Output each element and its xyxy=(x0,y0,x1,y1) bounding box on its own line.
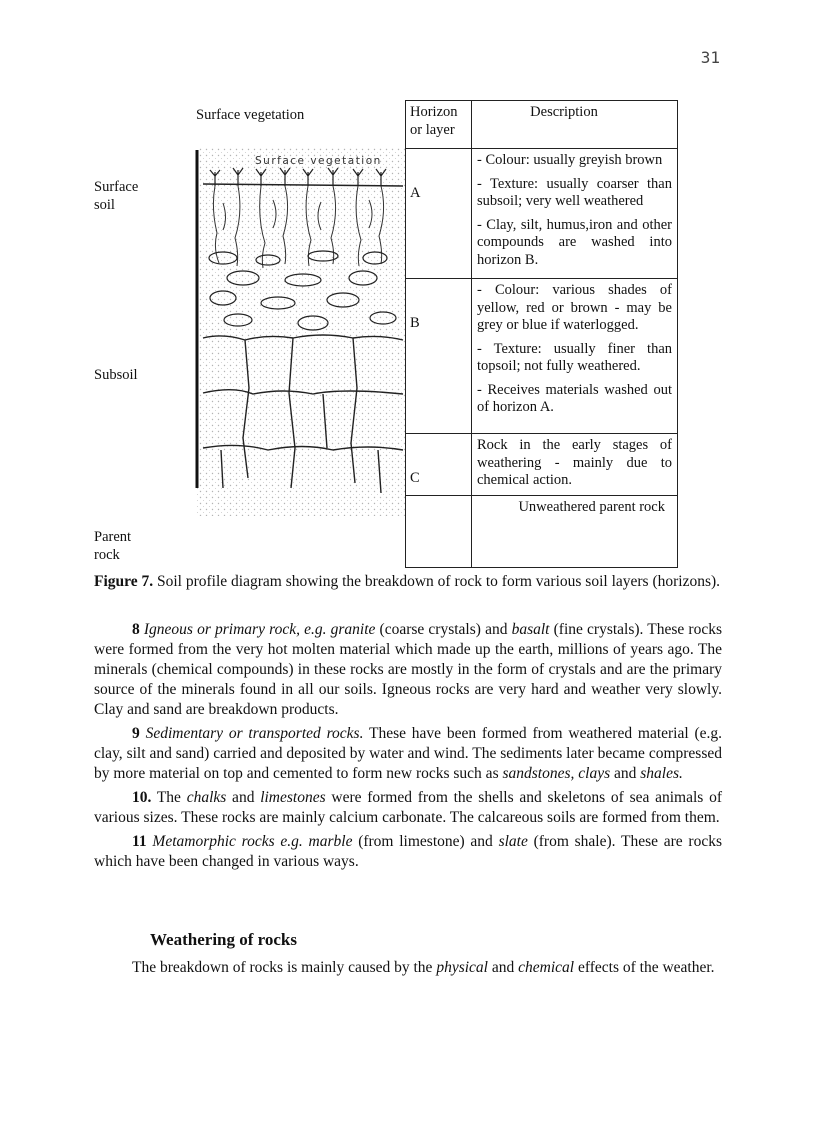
body-text xyxy=(94,620,722,872)
table-row xyxy=(406,149,678,279)
text-run: and xyxy=(610,765,641,782)
section-heading: Weathering of rocks xyxy=(150,930,298,949)
page-number: 31 xyxy=(700,48,720,67)
text-run: (from limestone) and xyxy=(352,833,499,850)
text-run: and xyxy=(226,789,261,806)
soil-profile-drawing xyxy=(193,148,405,516)
description-line: - Texture: usually coarser than subsoil; very well weathered xyxy=(477,175,672,209)
paragraph-number: 8 xyxy=(132,621,140,638)
description-line: - Receives materials washed out of horizon A. xyxy=(477,381,672,415)
description-line: Rock in the early stages of weathering - mainly due to chemical action. xyxy=(477,437,672,488)
caption-text: Soil profile diagram showing the breakdown of rock to form various soil layers (horizons). xyxy=(157,573,721,590)
italic-term: sandstones, clays xyxy=(502,765,611,782)
header-horizon: Horizon or layer xyxy=(406,101,472,149)
horizon-b: B xyxy=(406,279,472,434)
italic-term: slate xyxy=(498,833,528,850)
text-run: were formed from the shells and skeletons of sea animals of various sizes. These rocks are mainly calcium carbonate. The calcareous soils are formed from them. xyxy=(94,789,722,826)
table-row xyxy=(406,496,678,568)
description-line: - Colour: various shades of yellow, red or brown - may be grey or blue if waterlogged. xyxy=(477,282,672,333)
description-line: - Texture: usually finer than topsoil; not fully weathered. xyxy=(477,340,672,374)
italic-term: Sedimentary or transported rocks. xyxy=(145,725,364,742)
paragraph-number: 11 xyxy=(132,833,147,850)
text-run: effects of the weather. xyxy=(574,959,715,976)
paragraph-8 xyxy=(94,620,722,720)
italic-term: limestones xyxy=(260,789,326,806)
text-run: (fine crystals). These rocks were formed from the very hot molten material which made up the earth, millions of years ago. The minerals (chemical compounds) in these rocks are mostly in the form of crystals and are the primary source of the minerals found in all our soils. Igneous rocks are very hard and weather very slowly. Clay and sand are breakdown products. xyxy=(94,621,723,718)
italic-term: Igneous or primary rock, e.g. granite xyxy=(143,621,376,638)
paragraph-11 xyxy=(94,832,722,872)
horizon-c-description xyxy=(472,434,678,496)
figure-caption xyxy=(94,572,722,592)
paragraph-weathering xyxy=(94,958,722,978)
text-run: The xyxy=(156,789,187,806)
italic-term: chemical xyxy=(518,959,575,976)
text-run: The breakdown of rocks is mainly caused by the xyxy=(132,959,437,976)
label-surface-soil: Surface soil xyxy=(94,179,139,213)
horizon-parent xyxy=(406,496,472,568)
description-line: Unweathered parent rock xyxy=(518,499,665,515)
caption-label: Figure 7. xyxy=(94,573,154,590)
text-run: (coarse crystals) and xyxy=(375,621,512,638)
table-row xyxy=(406,434,678,496)
text-run: (from shale). These are rocks which have been changed in various ways. xyxy=(94,833,722,870)
italic-term: shales. xyxy=(640,765,683,782)
horizon-table xyxy=(405,100,678,568)
italic-term: chalks xyxy=(186,789,227,806)
drawing-label: Surface vegetation xyxy=(255,155,382,167)
table-header-row xyxy=(406,101,678,149)
italic-term: physical xyxy=(436,959,488,976)
paragraph-9 xyxy=(94,724,722,784)
text-run: These have been formed from weathered material (e.g. clay, silt and sand) carried and deposited by water and wind. The sediments later became compressed by more material on top and cemented to form new rocks such as xyxy=(94,725,723,782)
paragraph-number: 10. xyxy=(132,789,152,806)
italic-term: basalt xyxy=(511,621,550,638)
horizon-a-description xyxy=(472,149,678,279)
label-subsoil: Subsoil xyxy=(94,367,138,383)
header-description: Description xyxy=(472,101,678,149)
parent-rock-description xyxy=(472,496,678,568)
table-row xyxy=(406,279,678,434)
figure-top-label: Surface vegetation xyxy=(196,107,305,123)
label-parent-rock: Parent rock xyxy=(94,529,132,563)
horizon-c: C xyxy=(406,434,472,496)
text-run: and xyxy=(487,959,519,976)
horizon-a: A xyxy=(406,149,472,279)
italic-term: Metamorphic rocks e.g. marble xyxy=(152,833,353,850)
horizon-b-description xyxy=(472,279,678,434)
description-line: - Clay, silt, humus,iron and other compounds are washed into horizon B. xyxy=(477,216,672,268)
paragraph-10 xyxy=(94,788,722,828)
paragraph-number: 9 xyxy=(132,725,140,742)
description-line: - Colour: usually greyish brown xyxy=(477,152,663,168)
weathering-text xyxy=(94,958,722,978)
